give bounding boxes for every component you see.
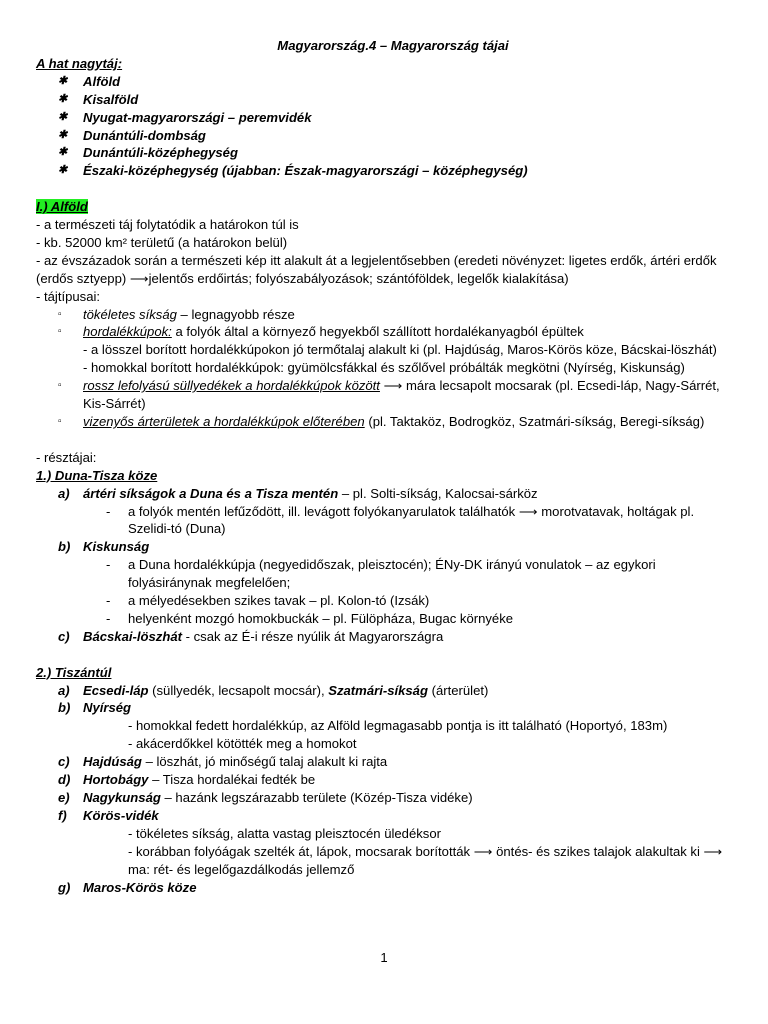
square-bullet-icon: ▫	[58, 326, 62, 338]
list-subitem: - a Duna hordalékkúpja (negyedidőszak, pleisztocén); ÉNy-DK irányú vonulatok – az egykori folyásiránynak megfelelően;	[106, 557, 656, 591]
page-number: 1	[380, 950, 388, 965]
list-item: ✱ Dunántúli-dombság	[58, 127, 206, 143]
list-subitem: - a folyók mentén lefűződött, ill. levágott folyókanyarulatok találhatók ⟶ morotvatavak, holtágak pl. Szelidi-tó (Duna)	[106, 503, 695, 537]
list-subitem: - helyenként mozgó homokbuckák – pl. Fülöpháza, Bugac környéke	[106, 610, 514, 626]
list-item: ▫ tökéletes síkság – legnagyobb része	[58, 306, 295, 322]
list-item: b) Nyírség	[58, 700, 132, 716]
list-item: ▫ vizenyős árterületek a hordalékkúpok előterében (pl. Taktaköz, Bodrogköz, Szatmári-síkság, Beregi-síkság)	[58, 414, 705, 430]
list-subitem: - tökéletes síkság, alatta vastag pleisztocén üledéksor	[128, 825, 441, 841]
section-heading-duna-tisza: 1.) Duna-Tisza köze	[36, 467, 158, 483]
list-item: f) Körös-vidék	[58, 807, 159, 823]
list-item: ✱ Kisalföld	[58, 91, 139, 107]
text-line: - tájtípusai:	[36, 288, 101, 304]
square-bullet-icon: ▫	[58, 308, 62, 320]
list-item: b) Kiskunság	[58, 539, 150, 555]
asterisk-bullet-icon: ✱	[58, 128, 68, 141]
asterisk-bullet-icon: ✱	[58, 74, 68, 87]
nagytaj-heading: A hat nagytáj:	[36, 55, 123, 71]
text-line: - résztájai:	[36, 449, 97, 465]
list-item: ✱ Alföld	[58, 73, 121, 89]
page-title: Magyarország.4 – Magyarország tájai	[277, 38, 509, 53]
list-item: ▫ hordalékkúpok: a folyók által a környező hegyekből szállított hordalékanyagból épültek	[58, 324, 584, 340]
document-body	[36, 37, 736, 896]
list-subitem: - homokkal fedett hordalékkúp, az Alföld legmagasabb pontja is itt található (Hoportyó, 183m)	[128, 718, 668, 734]
list-item: c) Bácskai-löszhát - csak az É-i része nyúlik át Magyarországra	[58, 628, 444, 644]
list-item: ▫ rossz lefolyású süllyedékek a hordalékkúpok között ⟶ mára lecsapolt mocsarak (pl. Ecsedi-láp, Nagy-Sárrét, Kis-Sárrét)	[58, 378, 720, 412]
square-bullet-icon: ▫	[58, 416, 62, 428]
list-item: a) ártéri síkságok a Duna és a Tisza mentén – pl. Solti-síkság, Kalocsai-sárköz	[58, 485, 538, 501]
list-item: e) Nagykunság – hazánk legszárazabb területe (Közép-Tisza vidéke)	[58, 790, 473, 806]
asterisk-bullet-icon: ✱	[58, 92, 68, 105]
list-item: ✱ Dunántúli-középhegység	[58, 145, 238, 161]
list-subitem: - akácerdőkkel kötötték meg a homokot	[128, 736, 357, 752]
asterisk-bullet-icon: ✱	[58, 164, 68, 177]
text-line: - a természeti táj folytatódik a határokon túl is	[36, 217, 299, 233]
list-item: ✱ Nyugat-magyarországi – peremvidék	[58, 109, 312, 125]
list-item: a) Ecsedi-láp (süllyedék, lecsapolt mocsár), Szatmári-síkság (árterület)	[58, 682, 489, 698]
text-line: - az évszázadok során a természeti kép itt alakult át a legjelentősebben (eredeti növényzet: ligetes erdők, ártéri erdők (erdős sztyepp) ⟶jelentős erdőirtás; folyószabályozások; szántóföldek, legelők kialakítása)	[36, 252, 717, 286]
list-item: c) Hajdúság – löszhát, jó minőségű talaj alakult ki rajta	[58, 754, 388, 770]
list-item: g) Maros-Körös köze	[58, 879, 197, 895]
section-heading-tiszantul: 2.) Tiszántúl	[36, 664, 112, 680]
alfold-heading: I.) Alföld	[36, 199, 88, 215]
list-subitem: - a lösszel borított hordalékkúpokon jó termőtalaj alakult ki (pl. Hajdúság, Maros-Körös köze, Bácskai-löszhát)	[83, 342, 717, 358]
dash-bullet-icon: -	[106, 610, 111, 626]
list-item: d) Hortobágy – Tisza hordalékai fedték be	[58, 772, 316, 788]
dash-bullet-icon: -	[106, 593, 111, 609]
asterisk-bullet-icon: ✱	[58, 146, 68, 159]
list-subitem: - korábban folyóágak szelték át, lápok, mocsarak borították ⟶ öntés- és szikes talajok alakultak ki ⟶ ma: rét- és legelőgazdálkodás jellemző	[128, 843, 723, 877]
dash-bullet-icon: -	[106, 503, 111, 519]
list-subitem: - a mélyedésekben szikes tavak – pl. Kolon-tó (Izsák)	[106, 593, 430, 609]
dash-bullet-icon: -	[106, 557, 111, 573]
text-line: - kb. 52000 km² területű (a határokon belül)	[36, 234, 288, 250]
asterisk-bullet-icon: ✱	[58, 110, 68, 123]
square-bullet-icon: ▫	[58, 380, 62, 392]
list-subitem: - homokkal borított hordalékkúpok: gyümölcsfákkal és szőlővel próbálták megkötni (Nyírség, Kiskunság)	[83, 360, 685, 376]
list-item: ✱ Északi-középhegység (újabban: Észak-magyarországi – középhegység)	[58, 163, 528, 179]
